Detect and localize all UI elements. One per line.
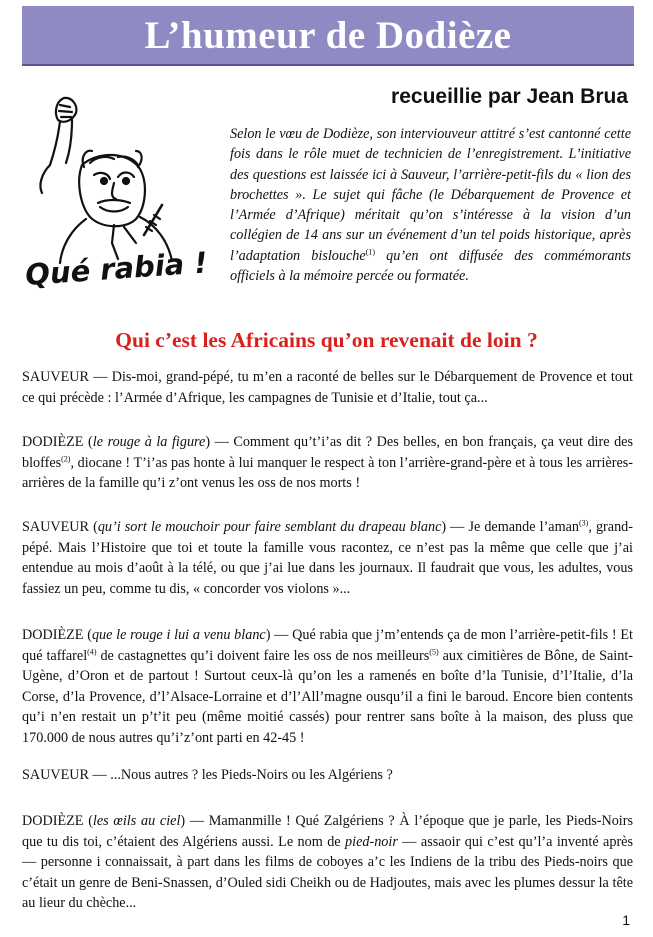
italic-term: pied-noir xyxy=(345,833,398,850)
p3-text-a: ) — Je demande l’aman xyxy=(441,519,580,535)
p6-text-a: ) — Mamanmille ! Qué Zalgériens ? À l’époque que je parle, les Pieds-Noirs que tu dis toi, c’étaient des Algériens aussi. Le nom de xyxy=(22,813,633,850)
author-byline: recueillie par Jean Brua xyxy=(391,85,628,108)
page-number: 1 xyxy=(622,912,630,928)
cartoon-drawing xyxy=(20,93,220,298)
cartoon-caption: Qué rabia ! xyxy=(24,245,209,292)
dialogue-paragraph-4: DODIÈZE (que le rouge i lui a venu blanc) — Qué rabia que j’m’entends ça de mon l’arrière-petit-fils ! Et qué taffarel$^{(4)}$ de castagnettes qu’i doivent faire les oss de nos meilleurs$^{(5)}$ aux cimitières de Bône, de Saint-Ugène, d’Oron et de partout ! Surtout ceux-là qu’on les a ramenés en boîte d’la Tunisie, d’l’Italie, d’la Corse, d’la Provence, d’l’Alsace-Lorraine et d’l’All’magne ousqu’il a fini le baroud. Encore bien contents qu’i n’en restait un p’t’it peu (même moitié cassés) pour rentrer sans boîte à la maison, des pluss que 170.000 de nous autres qu’i’z’ont parti en 42-45 ! xyxy=(22,627,634,746)
intro-text-2: qu’en ont diffusée des commémorants officiels à la mémoire percée ou formatée. xyxy=(230,247,631,285)
p4-text-a: ) — Qué rabia que j’m’entends ça de mon l’arrière-petit-fils ! Et qué taffarel xyxy=(22,627,633,664)
dodieze-cartoon xyxy=(20,93,220,298)
intro-text-1: Selon le vœu de Dodièze, son interviouveur attitré s’est cantonné cette fois dans le rôle muet de technicien de l’enregistrement. L’initiative des questions est laissée ici à Sauveur, l’arrière-petit-fils du « lion des brochettes ». Le sujet qui fâche (le Débarquement de Provence et l’Armée d’Afrique) méritait qu’on s’intéresse à la vision d’un collégien de 14 ans sur un événement d’un tel poids historique, après l’adaptation bislouche xyxy=(230,126,631,264)
p3-text-b: , grand-pépé. Mais l’Histoire que toi et toute la famille vous racontez, ce n’est pas la même que celle que j’ai entendue au mois d’août à la télé, ou que j’ai lue dans les journaux. Il faudrait que vous, les adultes, vous fassiez un peu, comme tu dis, « concorder vos violons »... xyxy=(22,519,633,597)
section-title: Qui c’est les Africains qu’on revenait de loin ? xyxy=(115,328,538,352)
speaker: DODIÈZE xyxy=(22,434,84,450)
dialogue-paragraph-5 xyxy=(22,765,633,786)
footnote-ref-1: (1) xyxy=(365,247,376,257)
title-banner xyxy=(22,6,634,66)
introduction xyxy=(230,124,631,286)
p6-text-b: — assaoir qui c’est qu’l’a inventé après — personne i connaissait, à part dans les films de coboyes a’c les Indiens de la tribu des Pieds-noirs que c’était un genre de Beni-Snassen, d’Ouled sidi Cheikh ou de Hadjoutes, mais avec les plumes dessur la tête au lieur du chèche... xyxy=(22,833,633,911)
stage-direction: qu’i sort le mouchoir pour faire semblant du drapeau blanc xyxy=(97,519,442,535)
p4-text-c: aux cimitières de Bône, de Saint-Ugène, d’Oron et de partout ! Surtout ceux-là qu’on les a ramenés en boîte d’la Tunisie, d’l’Italie, d’la Corse, d’la Provence, d’l’Alsace-Lorraine et d’l’All’magne ousqu’il a fini le baroud. Encore bien contents qu’i n’en restait un p’t’it peu (même moitié cassés) pour rentrer sans boîte à la maison, des pluss que 170.000 de nous autres qu’i’z’ont parti en 42-45 ! xyxy=(22,647,634,746)
footnote-ref-3: (3) xyxy=(579,518,589,528)
p1-text: SAUVEUR — Dis-moi, grand-pépé, tu m’en a raconté de belles sur le Débarquement de Provence et tout ce qui précède : l’Armée d’Afrique, les campagnes de Tunisie et d’Italie, tout ça... xyxy=(22,369,633,406)
speaker: SAUVEUR xyxy=(22,519,90,535)
dialogue-paragraph-6: DODIÈZE (les œils au ciel) — Mamanmille ! Qué Zalgériens ? À l’époque que je parle, les Pieds-Noirs que tu dis toi, c’étaient des Algériens aussi. Le nom de pied-noir — assaoir qui c’est qu’l’a inventé après — personne i connaissait, à part dans les films de coboyes a’c les Indiens de la tribu des Pieds-noirs que c’était un genre de Beni-Snassen, d’Ouled sidi Cheikh ou de Hadjoutes, mais avec les plumes dessur la tête au lieur du chèche... xyxy=(22,813,633,911)
p2-text-b: , diocane ! T’i’as pas honte à lui manquer le respect à ton l’arrière-grand-père et à tous les arrières-arrières de la famille qu’i z’ont venus les oss de nos morts ! xyxy=(22,454,633,491)
stage-direction: le rouge à la figure xyxy=(92,434,206,450)
footnote-ref-2: (2) xyxy=(61,453,71,463)
speaker: DODIÈZE xyxy=(22,813,84,829)
stage-direction: les œils au ciel xyxy=(92,813,181,829)
p4-text-b: de castagnettes qu’i doivent faire les oss de nos meilleurs xyxy=(96,647,430,664)
p2-text-a: ) — Comment qu’t’i’as dit ? Des belles, en bon français, ça veut dire des bloffes xyxy=(22,434,633,471)
dialogue-paragraph-2: DODIÈZE (le rouge à la figure) — Comment qu’t’i’as dit ? Des belles, en bon français, ça veut dire des bloffes$^{(2)}$, diocane ! T’i’as pas honte à lui manquer le respect à ton l’arrière-grand-père et à tous les arrières-arrières de la famille qu’i z’ont venus les oss de nos morts ! xyxy=(22,434,633,491)
dialogue-paragraph-1 xyxy=(22,367,633,408)
page-title: L’humeur de Dodièze xyxy=(144,13,512,57)
p5-text: SAUVEUR — ...Nous autres ? les Pieds-Noirs ou les Algériens ? xyxy=(22,767,393,783)
dialogue-paragraph-3: SAUVEUR (qu’i sort le mouchoir pour faire semblant du drapeau blanc) — Je demande l’aman$^{(3)}$, grand-pépé. Mais l’Histoire que toi et toute la famille vous racontez, ce n’est pas la même que celle que j’ai entendue au mois d’août à la télé, ou que j’ai lue dans les journaux. Il faudrait que vous, les adultes, vous fassiez un peu, comme tu dis, « concorder vos violons »... xyxy=(22,518,633,597)
footnote-ref-5: (5) xyxy=(429,646,439,656)
footnote-ref-4: (4) xyxy=(87,646,97,656)
speaker: DODIÈZE xyxy=(22,627,84,643)
stage-direction: que le rouge i lui a venu blanc xyxy=(91,627,266,643)
